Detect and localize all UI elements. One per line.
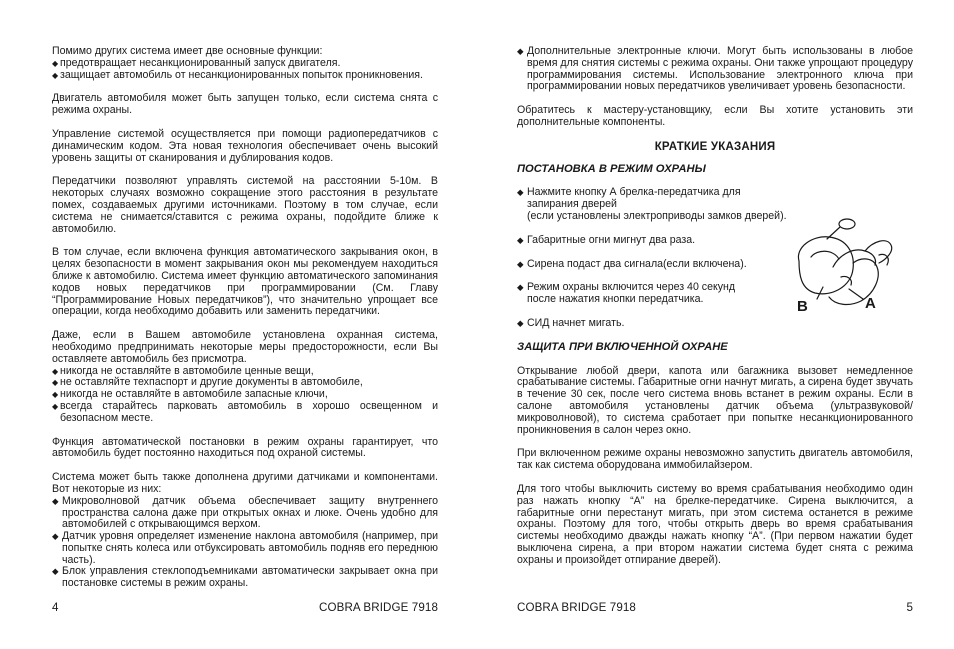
right-text-column	[517, 46, 913, 579]
list-item: ◆ защищает автомобиль от несанкционированных попыток проникновения.	[52, 70, 438, 82]
functions-intro: Помимо других система имеет две основные функции:	[52, 45, 323, 57]
list-item: ◆ Блок управления стеклоподъемниками автоматически закрывает окна при постановке системы в режим охраны.	[52, 566, 438, 590]
arm-step: ◆ СИД начнет мигать.	[517, 318, 789, 330]
list-item: ◆ всегда старайтесь парковать автомобиль в хорошо освещенном и безопасном месте.	[52, 401, 438, 425]
sensors-intro: Система может быть также дополнена другими датчиками и компонентами. Вот некоторые из них:	[52, 471, 438, 495]
page-number: 4	[52, 601, 59, 614]
arm-step: ◆ Габаритные огни мигнут два раза.	[517, 235, 789, 247]
footer-title: COBRA BRIDGE 7918	[517, 601, 636, 614]
list-item: ◆ Дополнительные электронные ключи. Могут быть использованы в любое время для снятия системы с режима охраны. Они также упрощают процедуру программирования системы. Использование электронного ключа при программировании новых передатчиков увеличивает уровень безопасности.	[517, 46, 913, 93]
alarm-heading: ЗАЩИТА ПРИ ВКЛЮЧЕННОЙ ОХРАНЕ	[517, 340, 728, 353]
paragraph: Управление системой осуществляется при помощи радиопередатчиков с динамическим кодом. Эта новая технология обеспечивает очень высокий уровень защиты от сканирования и дублирования кодов.	[52, 127, 438, 164]
button-a-label: A	[865, 295, 876, 313]
left-text-column	[52, 46, 438, 590]
arm-heading: ПОСТАНОВКА В РЕЖИМ ОХРАНЫ	[517, 162, 706, 175]
arm-steps	[517, 187, 913, 329]
paragraph: Открывание любой двери, капота или багажника вызовет немедленное срабатывание системы. Габаритные огни начнут мигать, а сирена будет звучать в течение 30 сек, после чего система вновь встанет в режим охраны. Если в салоне автомобиля установлены датчик объема (ультразвуковой/микроволновой), то система сработает при попытке несанкционированного проникновения в салон через окно.	[517, 364, 913, 436]
paragraph: Передатчики позволяют управлять системой на расстоянии 5-10м. В некоторых случаях возможно сокращение этого расстояния в результате помех, создаваемых другими источниками. Поэтому в том случае, если система не снимается/ставится с режима охраны, подойдите ближе к автомобилю.	[52, 175, 438, 235]
paragraph: Двигатель автомобиля может быть запущен только, если система снята с режима охраны.	[52, 92, 438, 117]
page-number: 5	[906, 601, 913, 614]
paragraph: Для того чтобы выключить систему во время срабатывания необходимо один раз нажать кнопку “А” на брелке-передатчике. Сирена выключится, а габаритные огни перестанут мигать, при этом система останется в режиме охраны. Поэтому для того, чтобы открыть дверь во время срабатывания системы необходимо дважды нажать кнопку “А”. (При первом нажатии будет выключена сирена, а при втором нажатии система будет снята с режима охраны и произойдет отпирание дверей).	[517, 482, 913, 566]
key-fob-hand-illustration	[787, 217, 913, 313]
auto-arm-paragraph: Функция автоматической постановки в режим охраны гарантирует, что автомобиль будет постоянно находиться под охраной системы.	[52, 435, 438, 460]
installer-note: Обратитесь к мастеру-установщику, если Вы хотите установить эти дополнительные компоненты.	[517, 104, 913, 128]
advice-intro: Даже, если в Вашем автомобиле установлена охранная система, необходимо предпринимать некоторые меры предосторожности, если Вы оставляете автомобиль без присмотра.	[52, 329, 438, 365]
list-item: ◆ Микроволновой датчик объема обеспечивает защиту внутреннего пространства салона даже при открытых окнах и люке. Очень удобно для автомобилей с открывающимся верхом.	[52, 496, 438, 531]
button-b-label: B	[797, 298, 808, 314]
paragraph: В том случае, если включена функция автоматического закрывания окон, в целях безопасности в момент закрывания окон мы рекомендуем находиться ближе к автомобилю. Система имеет функцию автоматического запоминания кодов новых передатчиков при программировании (См. Главу “Программирование Новых передатчиков”), что значительно упрощает все операции, когда необходимо добавить или заменить передатчики.	[52, 246, 438, 318]
footer-title: COBRA BRIDGE 7918	[319, 601, 438, 614]
section-heading: КРАТКИЕ УКАЗАНИЯ	[654, 140, 776, 153]
list-item: ◆ предотвращает несанкционированный запуск двигателя.	[52, 58, 438, 70]
list-item: ◆ никогда не оставляйте в автомобиле запасные ключи,	[52, 389, 438, 401]
arm-step: ◆ Сирена подаст два сигнала(если включена).	[517, 259, 789, 271]
list-item: ◆ не оставляйте техпаспорт и другие документы в автомобиле,	[52, 377, 438, 389]
right-page	[477, 0, 954, 649]
list-item: ◆ никогда не оставляйте в автомобиле ценные вещи,	[52, 366, 438, 378]
paragraph: При включенном режиме охраны невозможно запустить двигатель автомобиля, так как система оборудована иммобилайзером.	[517, 447, 913, 472]
list-item: ◆ Датчик уровня определяет изменение наклона автомобиля (например, при попытке снять колеса или отбуксировать автомобиль подняв его переднюю часть).	[52, 531, 438, 566]
arm-step: ◆ Режим охраны включится через 40 секунд после нажатия кнопки передатчика.	[517, 282, 789, 306]
arm-step: ◆ Нажмите кнопку А брелка-передатчика для запирания дверей (если установлены электроприводы замков дверей).	[517, 187, 789, 222]
